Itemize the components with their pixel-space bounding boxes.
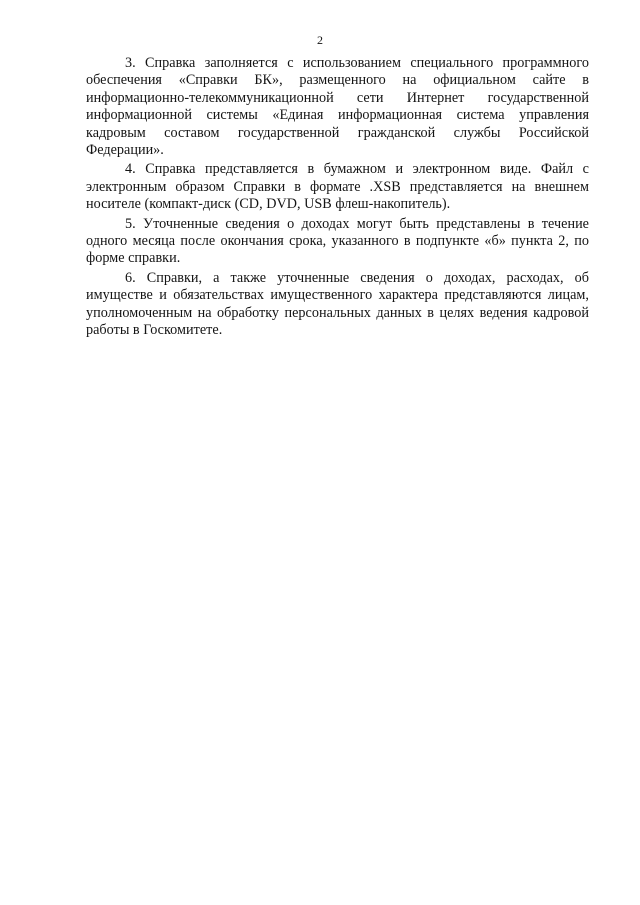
paragraph-3: 3. Справка заполняется с использованием специального программного обеспечения «Справки БК», размещенного на официальном сайте в информационно-телекоммуникационной сети Интернет государственной информационной системы «Единая информационная система управления кадровым составом государственной гражданской службы Российской Федерации». — [86, 55, 589, 159]
paragraph-6: 6. Справки, а также уточненные сведения о доходах, расходах, об имуществе и обязательствах имущественного характера представляются лицам, уполномоченным на обработку персональных данных в целях ведения кадровой работы в Госкомитете. — [86, 269, 589, 339]
page-number: 2 — [317, 33, 323, 47]
paragraph-5: 5. Уточненные сведения о доходах могут быть представлены в течение одного месяца после окончания срока, указанного в подпункте «б» пункта 2, по форме справки. — [86, 215, 589, 267]
document-body — [86, 55, 589, 342]
paragraph-4: 4. Справка представляется в бумажном и электронном виде. Файл с электронным образом Справки в формате .XSB представляется на внешнем носителе (компакт-диск (CD, DVD, USB флеш-накопитель). — [86, 161, 589, 213]
